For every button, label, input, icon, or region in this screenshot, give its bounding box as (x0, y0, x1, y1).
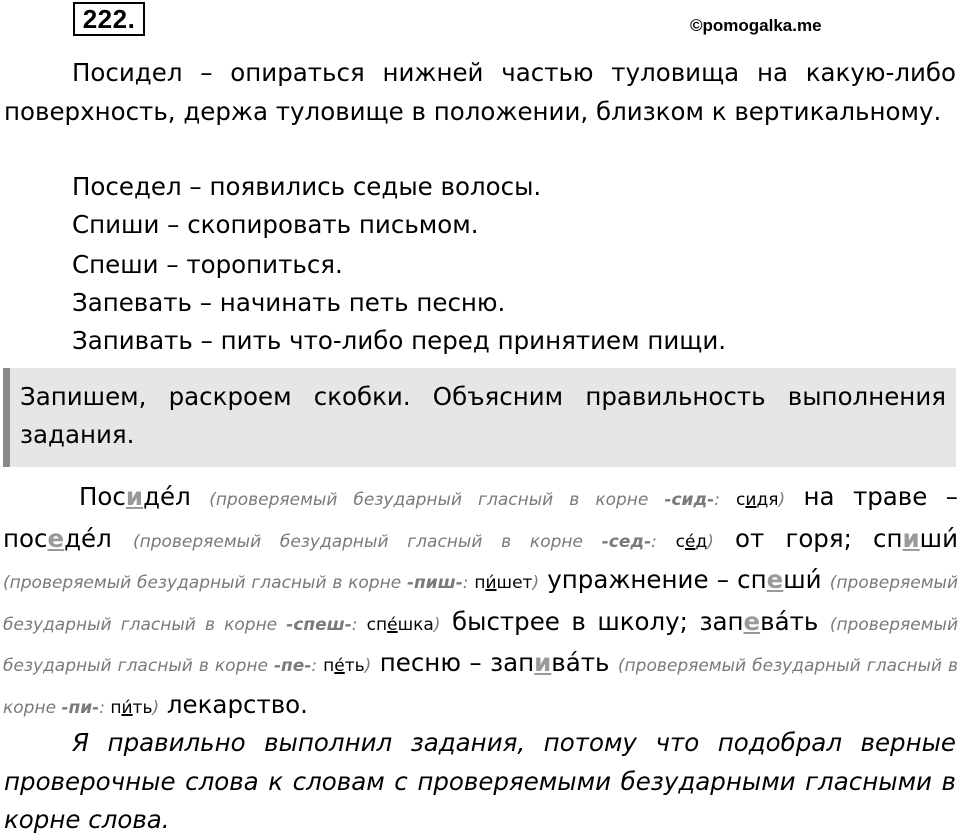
definition-line: Запевать – начинать петь песню. (72, 288, 506, 317)
word-spishi: спиши́ (873, 523, 959, 553)
explanation: (проверяемый безударный гласный в корне -пиш-: пи́шет) (3, 573, 540, 593)
definition-line: Запивать – пить что-либо перед принятием пищи. (72, 326, 727, 355)
conclusion: Я правильно выполнил задания, потому что подобрал верные проверочные слова к словам с проверяемыми безударными гласными в корне слова. (4, 728, 956, 834)
word-zapivat: запива́ть (490, 648, 610, 677)
word-posidel: Посиде́л (79, 482, 191, 511)
definition-line: Спиши – скопировать письмом. (72, 210, 479, 239)
explanation: (проверяемый безударный гласный в корне -пи-: пи́ть) (3, 656, 958, 718)
explanation: (проверяемый безударный гласный в корне -пе-: пе́ть) (3, 614, 959, 676)
task-instruction: Запишем, раскроем скобки. Объясним правильность выполнения задания. (3, 368, 956, 467)
word-zapevat: запева́ть (699, 606, 819, 636)
definition-line: Спеши – торопиться. (72, 250, 343, 279)
watermark: ©pomogalka.me (690, 16, 822, 35)
word-speshi: спеши́ (737, 565, 822, 594)
task-number: 222. (73, 2, 145, 36)
worked-answer: Посиде́л (проверяемый безударный гласный в корне -сид-: сидя) на траве – поседе́л (проверяемый безударный гласный в корне -сед-: се́д) от горя; спиши́ (проверяемый безударный гласный в корне -пиш-: пи́шет) упражнение – спеши́ (проверяемый безударный гласный в корне -спеш-: спе́шка) быстрее в школу; запева́ть (проверяемый безударный гласный в корне -пе-: пе́ть) песню – запива́ть (проверяемый безударный гласный в корне -пи-: пи́ть) лекарство. (3, 482, 959, 719)
definition-first: Посидел – опираться нижней частью туловища на какую-либо поверхность, держа туловище в положении, близком к вертикальному. (4, 58, 956, 126)
explanation: (проверяемый безударный гласный в корне -сид-: сидя) (209, 490, 786, 510)
explanation: (проверяемый безударный гласный в корне -сед-: се́д) (132, 531, 714, 552)
word-posedel: поседе́л (3, 523, 112, 553)
explanation: (проверяемый безударный гласный в корне -спеш-: спе́шка) (3, 573, 958, 635)
definition-line: Поседел – появились седые волосы. (72, 172, 542, 201)
